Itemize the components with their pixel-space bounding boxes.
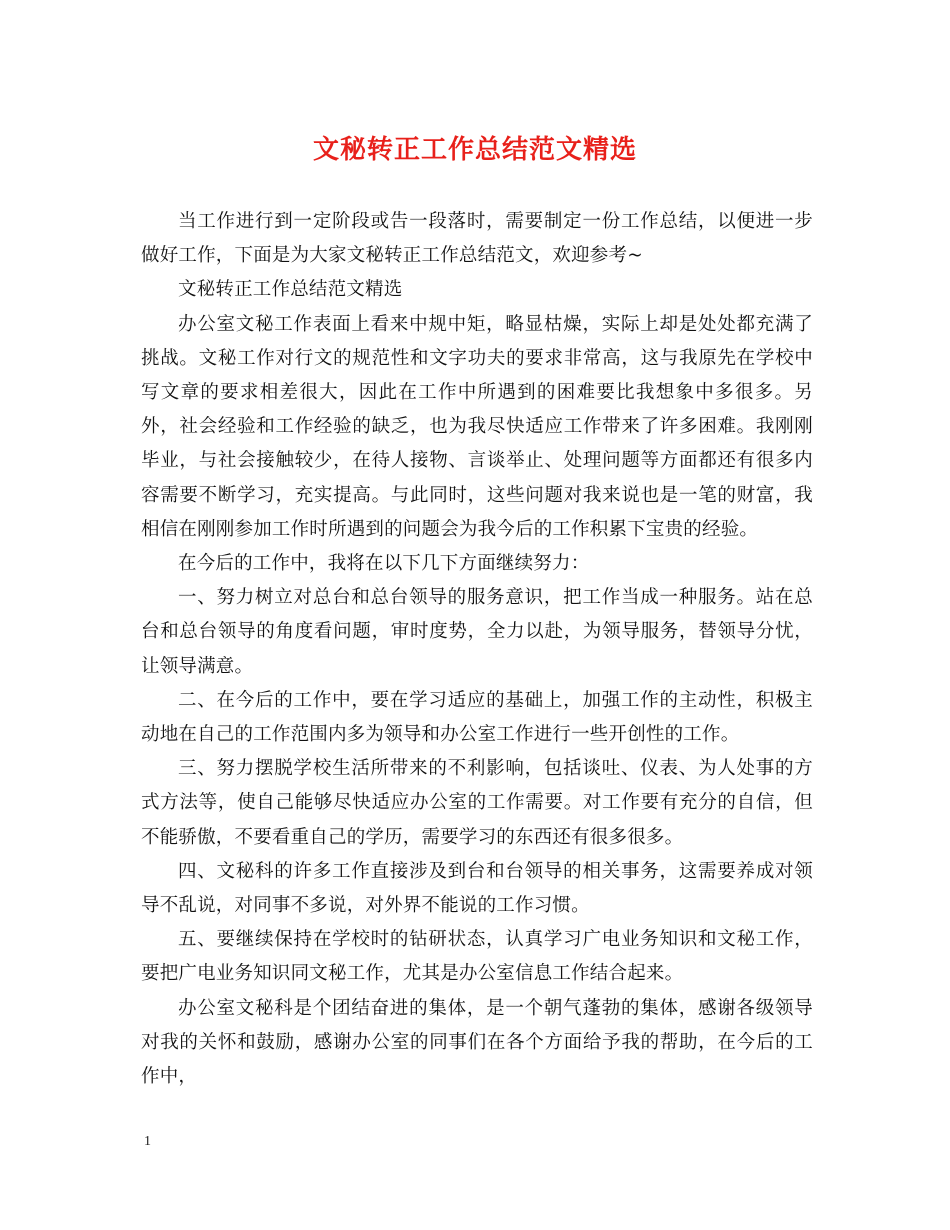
paragraph-subtitle: 文秘转正工作总结范文精选	[178, 279, 403, 301]
paragraph-body-1: 办公室文秘工作表面上看来中规中矩，略显枯燥，实际上却是处处都充满了挑战。文秘工作对行文的规范性和文字功夫的要求非常高，这与我原先在学校中写文章的要求相差很大，因此在工作中所遇到的困难要比我想象中多很多。另外，社会经验和工作经验的缺乏，也为我尽快适应工作带来了许多困难。我刚刚毕业，与社会接触较少，在待人接物、言谈举止、处理问题等方面都还有很多内容需要不断学习，充实提高。与此同时，这些问题对我来说也是一笔的财富，我相信在刚刚参加工作时所遇到的问题会为我今后的工作积累下宝贵的经验。	[141, 313, 813, 540]
page-number: 1	[144, 1134, 151, 1149]
paragraph-item-4: 四、文秘科的许多工作直接涉及到台和台领导的相关事务，这需要养成对领导不乱说，对同事不多说，对外界不能说的工作习惯。	[141, 860, 813, 917]
paragraph-closing: 办公室文秘科是个团结奋进的集体，是一个朝气蓬勃的集体，感谢各级领导对我的关怀和鼓励，感谢办公室的同事们在各个方面给予我的帮助，在今后的工作中，	[141, 997, 813, 1088]
paragraph-item-1: 一、努力树立对总台和总台领导的服务意识，把工作当成一种服务。站在总台和总台领导的角度看问题，审时度势，全力以赴，为领导服务，替领导分忧，让领导满意。	[141, 587, 813, 677]
paragraph-item-5: 五、要继续保持在学校时的钻研状态，认真学习广电业务知识和文秘工作，要把广电业务知识同文秘工作，尤其是办公室信息工作结合起来。	[141, 929, 813, 985]
paragraph-body-2: 在今后的工作中，我将在以下几下方面继续努力：	[178, 553, 590, 575]
paragraph-intro: 当工作进行到一定阶段或告一段落时，需要制定一份工作总结，以便进一步做好工作，下面是为大家文秘转正工作总结范文，欢迎参考~	[141, 211, 813, 267]
document-body	[141, 205, 813, 1094]
paragraph-item-3: 三、努力摆脱学校生活所带来的不利影响，包括谈吐、仪表、为人处事的方式方法等，使自己能够尽快适应办公室的工作需要。对工作要有充分的自信，但不能骄傲，不要看重自己的学历，需要学习的东西还有很多很多。	[141, 758, 813, 848]
document-title: 文秘转正工作总结范文精选	[312, 135, 637, 165]
paragraph-item-2: 二、在今后的工作中，要在学习适应的基础上，加强工作的主动性，积极主动地在自己的工作范围内多为领导和办公室工作进行一些开创性的工作。	[141, 689, 813, 746]
